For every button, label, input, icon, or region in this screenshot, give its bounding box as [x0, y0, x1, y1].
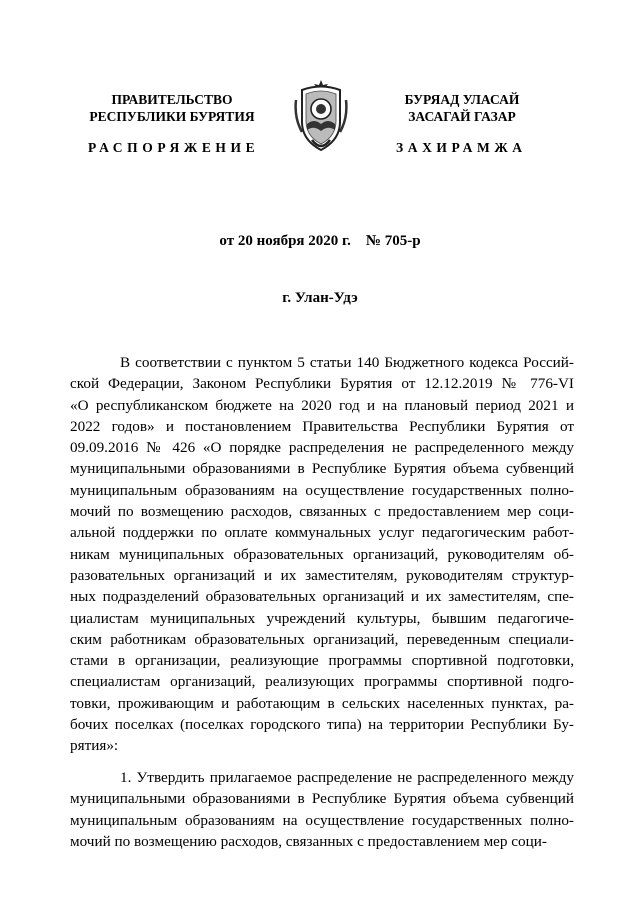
- text-line: муниципальными образованиями в Республике Бурятия объема субвенций: [70, 460, 574, 478]
- text-line: разовательных организаций и их заместителям, руководителям структур-: [70, 566, 574, 584]
- text-line: бочих поселках (поселках городского типа) на территории Республики Бу-: [70, 716, 574, 734]
- government-name-line-2: РЕСПУБЛИКИ БУРЯТИЯ: [89, 109, 255, 124]
- text-line: муниципальным образованиям на осуществление государственных полно-: [70, 811, 574, 829]
- paragraph-item-1: [70, 767, 574, 852]
- government-name-buryat-line-1: БУРЯАД УЛАСАЙ: [404, 92, 520, 107]
- text-line: муниципальными образованиями в Республике Бурятия объема субвенций: [70, 790, 574, 808]
- text-line: «О республиканском бюджете на 2020 год и на плановый период 2021 и: [70, 396, 574, 414]
- text-line: муниципальным образованиям на осуществление государственных полно-: [70, 481, 574, 499]
- paragraph-preamble: [70, 352, 574, 757]
- text-line: стами в организации, реализующие программы спортивной подготовки,: [70, 652, 574, 670]
- text-line: 1. Утвердить прилагаемое распределение не распределенного между: [120, 769, 574, 786]
- text-line: мочий по возмещению расходов, связанных с предоставлением мер соци-: [70, 832, 547, 850]
- text-line: никам муниципальных образовательных организаций, руководителям об-: [70, 545, 574, 563]
- government-name-buryat: [372, 91, 552, 125]
- coat-of-arms-icon: [292, 78, 350, 153]
- text-line: ским работникам образовательных организаций, переведенным специали-: [70, 630, 574, 648]
- text-line: мочий по возмещению расходов, связанных с предоставлением мер соци-: [70, 503, 574, 521]
- text-line: товки, проживающим и работающим в сельских населенных пунктах, ра-: [70, 694, 574, 712]
- text-line: ской Федерации, Законом Республики Бурятия от 12.12.2019 № 776-VI: [70, 375, 574, 393]
- document-city: г. Улан-Удэ: [282, 290, 358, 306]
- government-name-buryat-line-2: ЗАСАГАЙ ГАЗАР: [408, 109, 516, 124]
- text-line: рятия»:: [70, 737, 119, 755]
- text-line: циалистам муниципальных учреждений культуры, бывшим педагогиче-: [70, 609, 574, 627]
- text-line: ных подразделений образовательных организаций и их заместителям, спе-: [70, 588, 574, 606]
- text-line: специалистам организаций, реализующих программы спортивной подго-: [70, 673, 574, 691]
- text-line: альной поддержки по оплате коммунальных услуг педагогическим работ-: [70, 524, 574, 542]
- document-date-number: от 20 ноября 2020 г. № 705-р: [219, 233, 421, 249]
- text-line: 2022 годов» и постановлением Правительства Республики Бурятия от: [70, 417, 574, 435]
- document-type-buryat: ЗАХИРАМЖА: [396, 140, 527, 155]
- government-name-russian: [62, 91, 282, 125]
- document-type-russian: РАСПОРЯЖЕНИЕ: [88, 140, 260, 155]
- government-name-line-1: ПРАВИТЕЛЬСТВО: [111, 92, 233, 107]
- text-line: В соответствии с пунктом 5 статьи 140 Бюджетного кодекса Россий-: [120, 354, 574, 371]
- text-line: 09.09.2016 № 426 «О порядке распределения не распределенного между: [70, 439, 574, 457]
